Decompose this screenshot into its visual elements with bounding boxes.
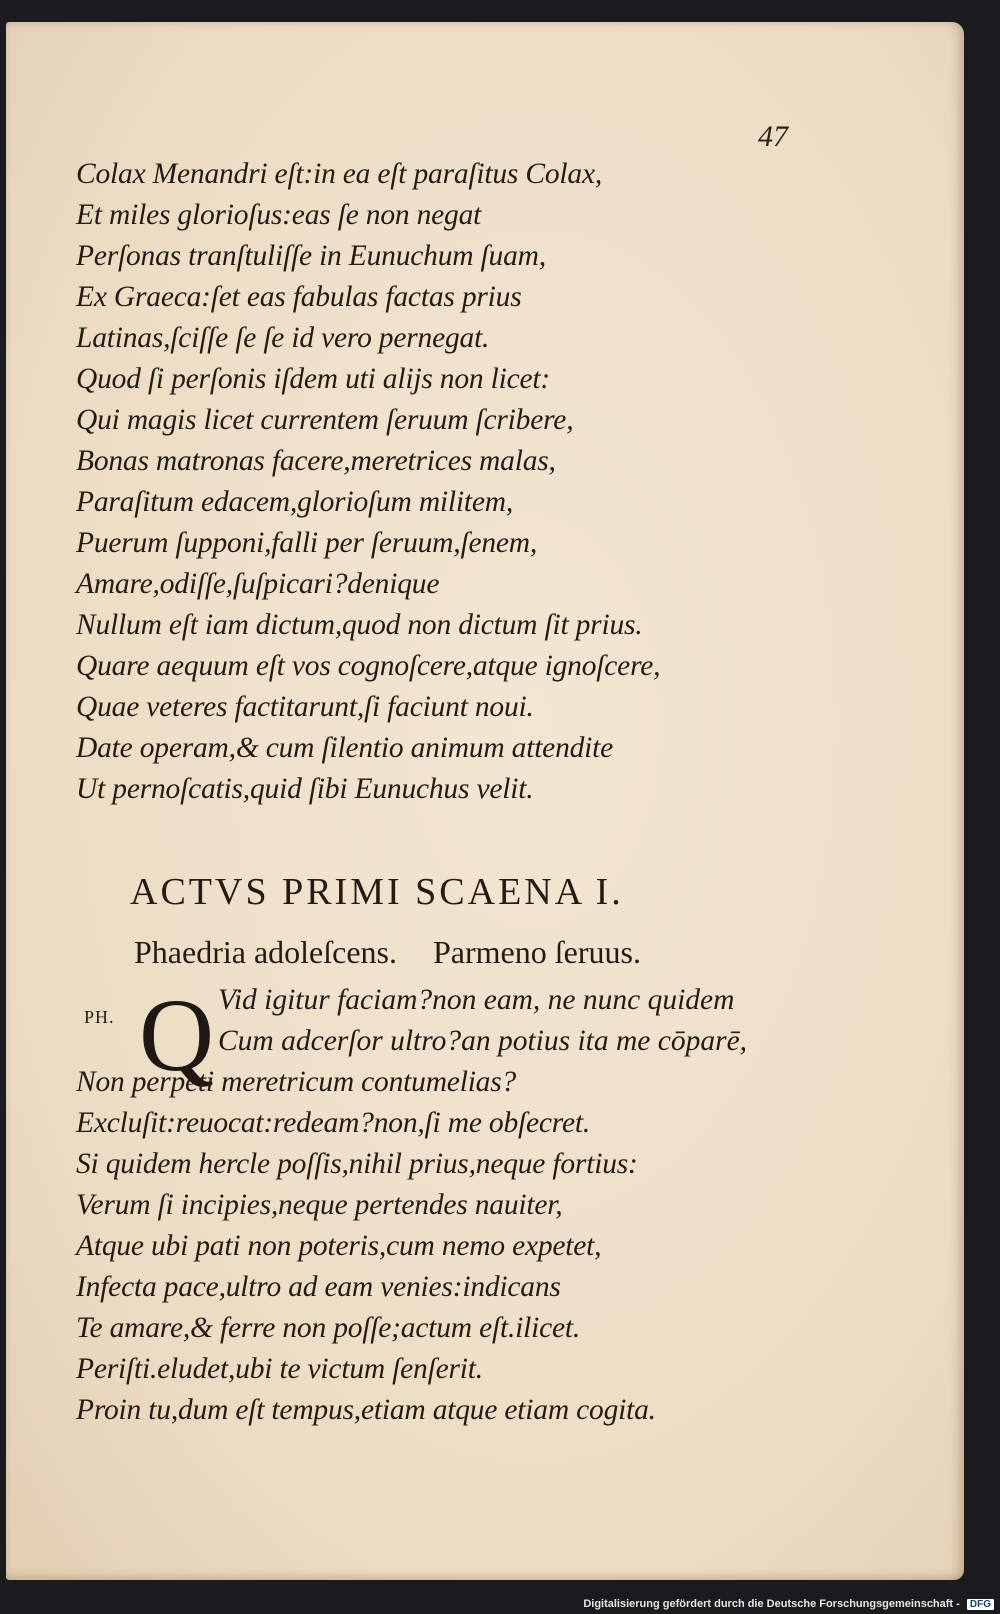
verse-line: Cum adcerſor ultro?an potius ita me cōparē, — [218, 1025, 748, 1057]
person-name: Parmeno ſeruus. — [433, 934, 641, 970]
dfg-logo-icon: DFG — [967, 1599, 994, 1610]
verse-line: Infecta pace,ultro ad eam venies:indicans — [76, 1271, 561, 1303]
book-page — [6, 22, 964, 1580]
verse-line: Colax Menandri eſt:in ea eſt paraſitus Colax, — [76, 158, 603, 190]
footer-text: Digitalisierung gefördert durch die Deutsche Forschungsgemeinschaft - — [583, 1598, 960, 1610]
verse-line: Si quidem hercle poſſis,nihil prius,neque fortius: — [76, 1148, 638, 1180]
verse-line: Atque ubi pati non poteris,cum nemo expetet, — [76, 1230, 602, 1262]
verse-line: Vid igitur faciam?non eam, ne nunc quidem — [218, 984, 735, 1016]
verse-line: Amare,odiſſe,ſuſpicari?denique — [76, 568, 440, 600]
verse-line: Quod ſi perſonis iſdem uti alijs non licet: — [76, 363, 551, 395]
verse-line: Periſti.eludet,ubi te victum ſenſerit. — [76, 1353, 483, 1385]
verse-line: Bonas matronas facere,meretrices malas, — [76, 445, 556, 477]
verse-line: Ex Graeca:ſet eas fabulas factas prius — [76, 281, 522, 313]
verse-line: Paraſitum edacem,glorioſum militem, — [76, 486, 514, 518]
verse-line: Te amare,& ferre non poſſe;actum eſt.ilicet. — [76, 1312, 581, 1344]
verse-line: Quae veteres factitarunt,ſi faciunt noui. — [76, 691, 534, 723]
speaker-label: PH. — [84, 1007, 115, 1027]
verse-line: Date operam,& cum ſilentio animum attendite — [76, 732, 614, 764]
person-name: Phaedria adoleſcens. — [134, 934, 397, 970]
verse-line: Ut pernoſcatis,quid ſibi Eunuchus velit. — [76, 773, 534, 805]
footer-credit — [583, 1598, 994, 1610]
verse-line: Et miles glorioſus:eas ſe non negat — [76, 199, 482, 231]
drop-cap: Q — [139, 978, 215, 1093]
verse-line: Quare aequum eſt vos cognoſcere,atque ignoſcere, — [76, 650, 661, 682]
verse-line: Qui magis licet currentem ſeruum ſcribere, — [76, 404, 574, 436]
page-number: 47 — [758, 120, 788, 153]
act-heading: ACTVS PRIMI SCAENA I. — [130, 871, 624, 913]
verse-line: Nullum eſt iam dictum,quod non dictum ſit prius. — [76, 609, 643, 641]
verse-line: Proin tu,dum eſt tempus,etiam atque etiam cogita. — [76, 1394, 656, 1426]
verse-line: Verum ſi incipies,neque pertendes nauiter, — [76, 1189, 563, 1221]
verse-line: Puerum ſupponi,falli per ſeruum,ſenem, — [76, 527, 538, 559]
verse-line: Excluſit:reuocat:redeam?non,ſi me obſecret. — [76, 1107, 591, 1139]
verse-line: Latinas,ſciſſe ſe ſe id vero pernegat. — [76, 322, 490, 354]
verse-line: Non perpeti meretricum contumelias? — [76, 1066, 517, 1098]
verse-line: Perſonas tranſtuliſſe in Eunuchum ſuam, — [76, 240, 546, 272]
dramatis-personae — [134, 934, 669, 971]
